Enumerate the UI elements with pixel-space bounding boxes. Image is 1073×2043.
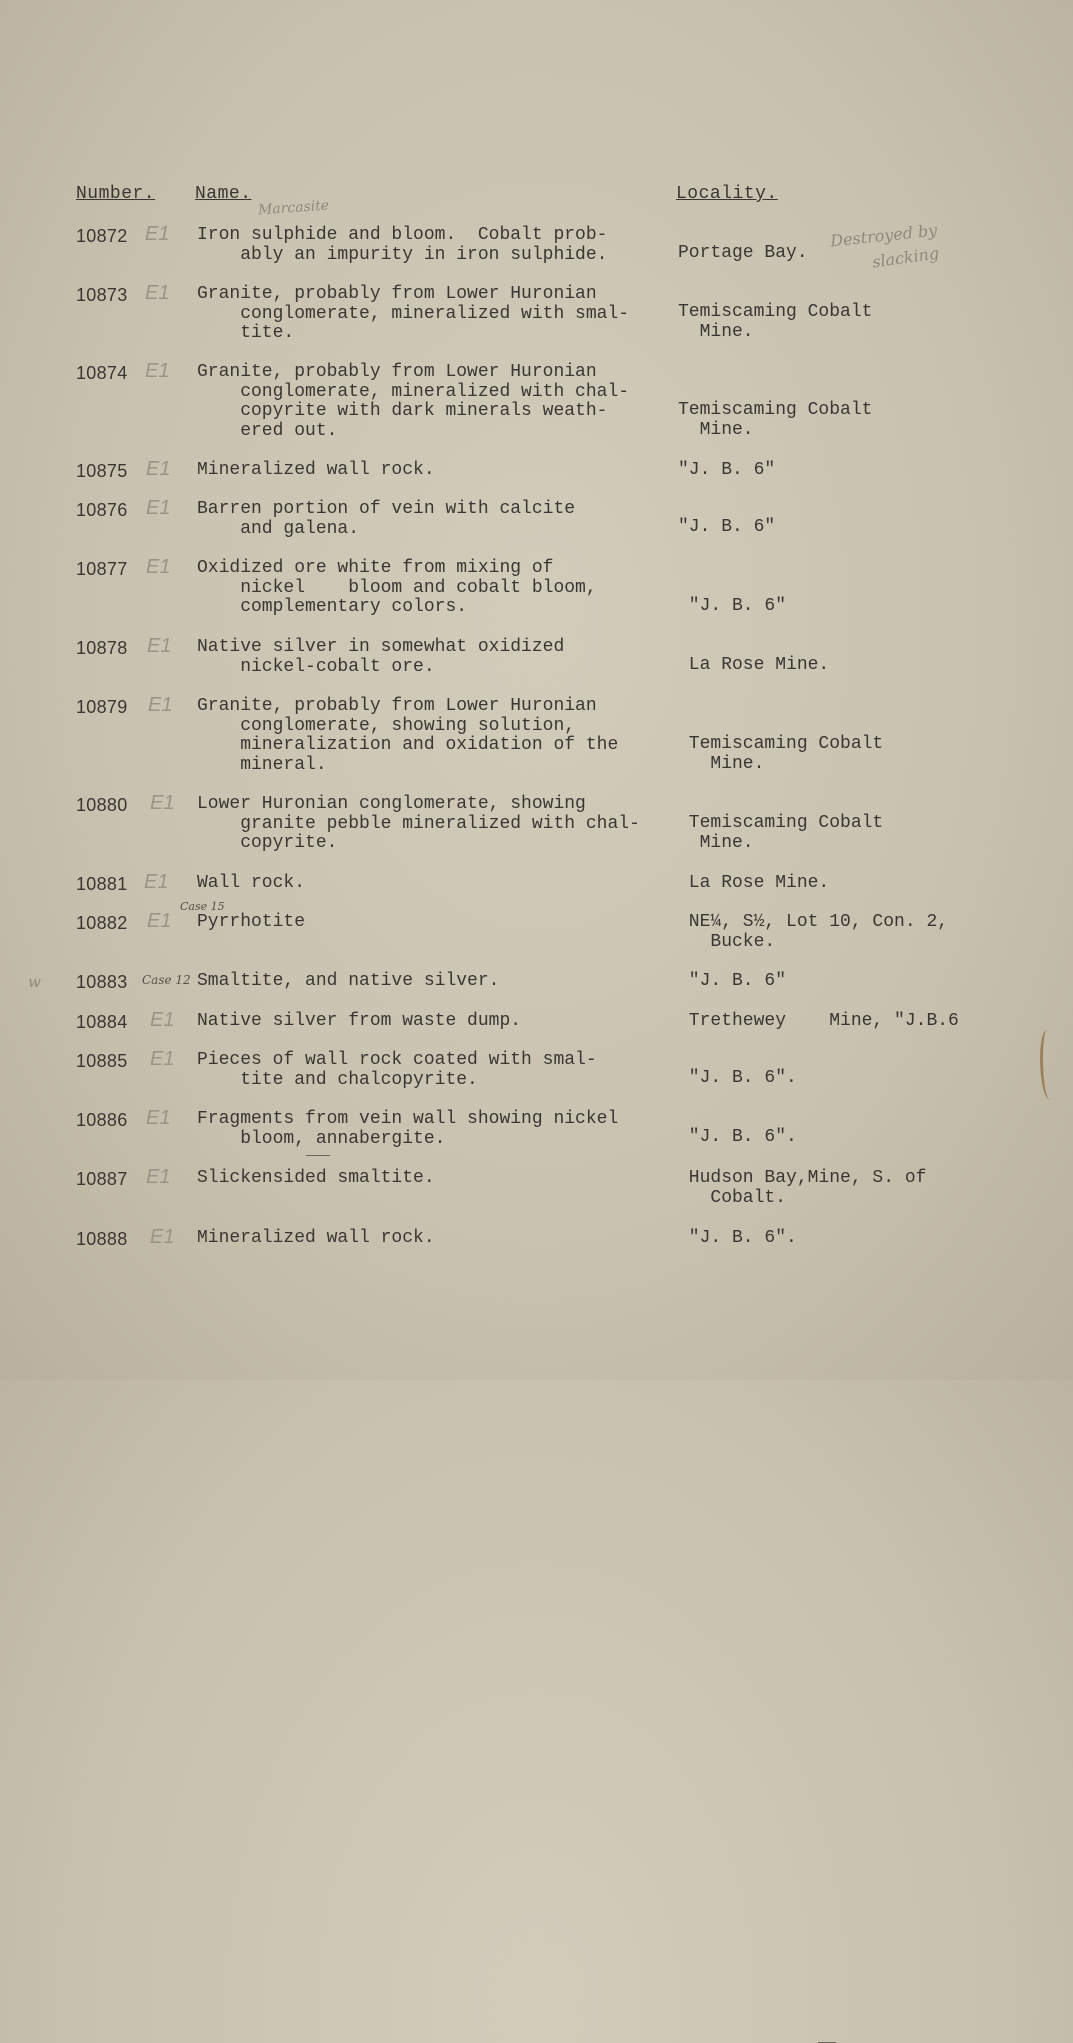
entry-number: 10883: [76, 972, 128, 992]
entry-locality: "J. B. 6".: [678, 1068, 797, 1088]
entry-locality: "J. B. 6": [678, 517, 776, 537]
entry-locality: Hudson Bay,Mine, S. of Cobalt.: [688, 1168, 927, 1208]
entry-mark: E1: [150, 1226, 175, 1248]
entry-number: 10888: [76, 1229, 128, 1249]
entry-name: Granite, probably from Lower Huronian conglomerate, showing solution, mineralization and oxidation of the mineral.: [197, 696, 619, 776]
entry-mark: E1: [146, 556, 171, 578]
entry-locality: "J. B. 6": [678, 460, 776, 480]
entry-number: 10877: [76, 559, 128, 579]
entry-locality: Trethewey Mine, "J.B.6: [678, 1011, 959, 1031]
handwritten-marcasite: Marcasite: [257, 197, 330, 219]
entry-mark: E1: [146, 1166, 171, 1188]
entry-name: Oxidized ore white from mixing of nickel bloom and cobalt bloom, complementary colors.: [197, 558, 597, 618]
entry-name: Pieces of wall rock coated with smal- tite and chalcopyrite.: [197, 1050, 597, 1090]
entry-locality: Portage Bay.: [678, 243, 808, 263]
header-locality: Locality.: [676, 184, 778, 204]
entry-mark: E1: [147, 910, 172, 932]
entry-locality: "J. B. 6".: [678, 1127, 797, 1147]
header-number: Number.: [76, 184, 156, 204]
entry-number: 10875: [76, 461, 128, 481]
entry-name: Granite, probably from Lower Huronian conglomerate, mineralized with smal- tite.: [197, 284, 630, 344]
entry-mark: E1: [147, 635, 172, 657]
entry-locality: "J. B. 6".: [678, 1228, 797, 1248]
entry-mark: E1: [148, 694, 173, 716]
entry-name: Slickensided smaltite.: [197, 1168, 435, 1188]
entry-mark: E1: [145, 360, 170, 382]
entry-number: 10873: [76, 285, 128, 305]
entry-locality: Temiscaming Cobalt Mine.: [688, 734, 884, 774]
entry-name: Native silver in somewhat oxidized nickel-cobalt ore.: [197, 637, 565, 677]
entry-number: 10887: [76, 1169, 128, 1189]
entry-locality: "J. B. 6": [678, 971, 787, 991]
entry-locality: Temiscaming Cobalt Mine.: [678, 302, 873, 342]
entry-name: Lower Huronian conglomerate, showing granite pebble mineralized with chal- copyrite.: [197, 794, 640, 854]
entry-name: Fragments from vein wall showing nickel bloom, annabergite.: [197, 1109, 619, 1149]
entry-number: 10885: [76, 1051, 128, 1071]
entry-locality: Temiscaming Cobalt Mine.: [678, 400, 873, 440]
entry-name: Mineralized wall rock.: [197, 1228, 435, 1248]
entry-mark: E1: [150, 1048, 175, 1070]
entry-number: 10882: [76, 913, 128, 933]
entry-name: Mineralized wall rock.: [197, 460, 435, 480]
entry-locality: Temiscaming Cobalt Mine.: [688, 813, 884, 853]
entry-name: Granite, probably from Lower Huronian conglomerate, mineralized with chal- copyrite with dark minerals weath- ered out.: [197, 362, 630, 442]
entry-number: 10878: [76, 638, 128, 658]
entry-name: Wall rock.: [197, 873, 306, 893]
handwritten-destroyed: Destroyed by: [829, 220, 939, 251]
paper-stain: [1040, 1030, 1057, 1100]
entry-locality: "J. B. 6": [678, 596, 787, 616]
entry-number: 10879: [76, 697, 128, 717]
entry-mark: E1: [145, 223, 170, 245]
entry-locality: NE¼, S½, Lot 10, Con. 2, Bucke.: [688, 912, 949, 952]
entry-number: 10874: [76, 363, 128, 383]
handwritten-slacking: slacking: [871, 243, 941, 272]
entry-mark: E1: [146, 458, 171, 480]
entry-number: 10881: [76, 874, 128, 894]
entry-name: Smaltite, and native silver.: [197, 971, 500, 991]
entry-number: 10872: [76, 226, 128, 246]
entry-mark: E1: [150, 792, 175, 814]
entry-mark: E1: [145, 282, 170, 304]
handwritten-margin-w: w: [28, 973, 41, 991]
blank-underline: [306, 1155, 330, 1156]
entry-name: Barren portion of vein with calcite and galena.: [197, 499, 576, 539]
entry-mark: E1: [150, 1009, 175, 1031]
entry-name: Iron sulphide and bloom. Cobalt prob- ably an impurity in iron sulphide.: [197, 225, 608, 265]
entry-mark: E1: [146, 497, 171, 519]
entry-number: 10876: [76, 500, 128, 520]
handwritten-case12: Case 12: [142, 973, 191, 987]
entry-locality: La Rose Mine.: [678, 655, 830, 675]
entry-mark: E1: [144, 871, 169, 893]
header-name: Name.: [195, 184, 252, 204]
entry-name: Native silver from waste dump.: [197, 1011, 522, 1031]
entry-mark: E1: [146, 1107, 171, 1129]
entry-number: 10886: [76, 1110, 128, 1130]
entry-number: 10880: [76, 795, 128, 815]
entry-number: 10884: [76, 1012, 128, 1032]
handwritten-case15: Case 15: [180, 900, 225, 913]
entry-locality: La Rose Mine.: [678, 873, 830, 893]
entry-name: Pyrrhotite: [197, 912, 306, 932]
